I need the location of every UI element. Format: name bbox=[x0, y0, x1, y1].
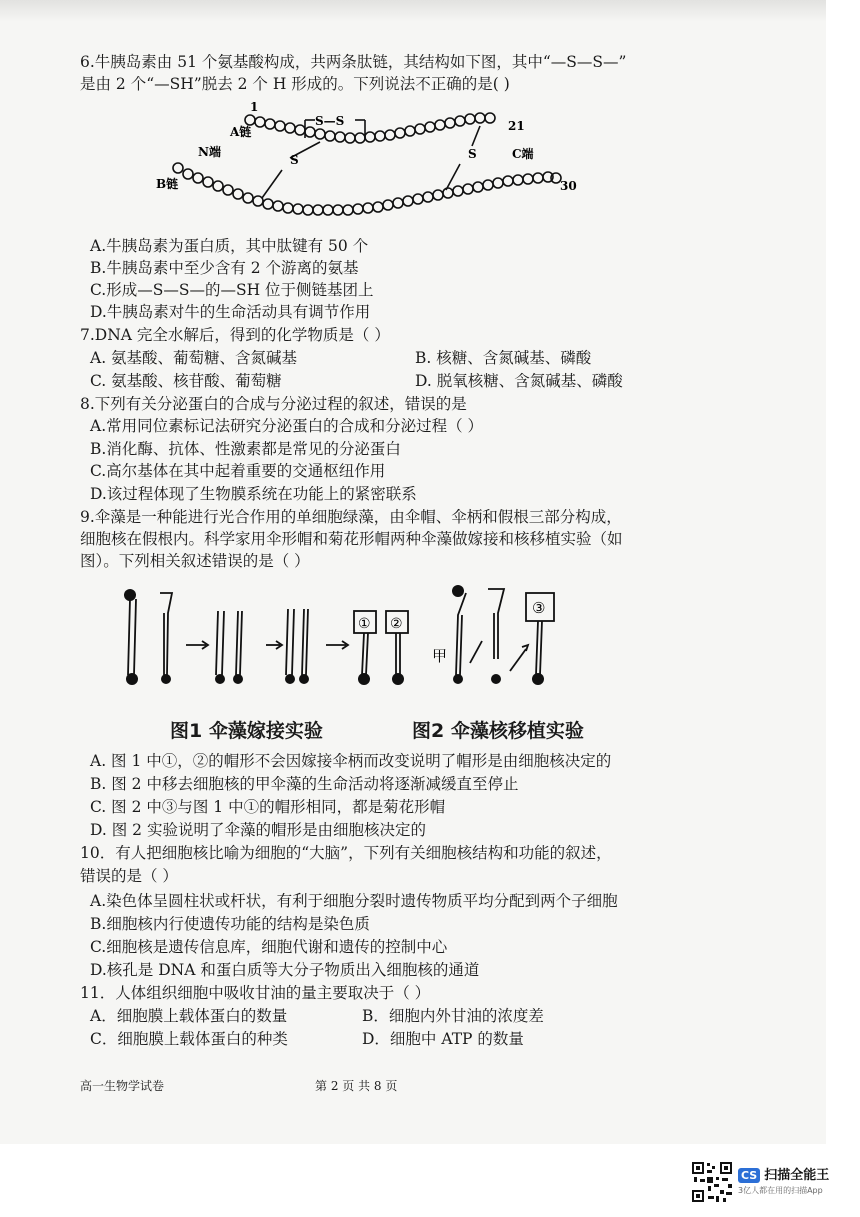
q7-stem: 7.DNA 完全水解后，得到的化学物质是（ ） bbox=[80, 326, 390, 344]
q11-option-c: C．细胞膜上载体蛋白的种类 bbox=[90, 1030, 288, 1048]
q7-option-b: B. 核糖、含氮碱基、磷酸 bbox=[415, 349, 592, 367]
insulin-structure-diagram bbox=[150, 98, 590, 218]
b-chain-label: B链 bbox=[156, 177, 179, 191]
q10-stem-line1: 10．有人把细胞核比喻为细胞的“大脑”，下列有关细胞核结构和功能的叙述， bbox=[80, 844, 612, 862]
q8-option-b: B.消化酶、抗体、性激素都是常见的分泌蛋白 bbox=[90, 440, 401, 458]
q6-stem-line2: 是由 2 个“—SH”脱去 2 个 H 形成的。下列说法不正确的是( ) bbox=[80, 75, 510, 93]
n-end-label: N端 bbox=[198, 145, 221, 159]
fig1-label-1: ① bbox=[358, 616, 371, 632]
q10-option-c: C.细胞核是遗传信息库，细胞代谢和遗传的控制中心 bbox=[90, 938, 448, 956]
q6-option-a: A.牛胰岛素为蛋白质，其中肽键有 50 个 bbox=[90, 237, 369, 255]
q7-option-c: C. 氨基酸、核苷酸、葡萄糖 bbox=[90, 372, 282, 390]
scanner-app-name: 扫描全能王 bbox=[764, 1168, 830, 1183]
q9-option-a: A. 图 1 中①，②的帽形不会因嫁接伞柄而改变说明了帽形是由细胞核决定的 bbox=[90, 752, 612, 770]
q9-option-b: B. 图 2 中移去细胞核的甲伞藻的生命活动将逐渐减缓直至停止 bbox=[90, 775, 519, 793]
qr-code-icon bbox=[690, 1160, 734, 1204]
figure1-caption: 图1 伞藻嫁接实验 bbox=[170, 720, 323, 742]
residue-1-label: 1 bbox=[250, 100, 259, 114]
scanner-tagline: 3亿人都在用的扫描App bbox=[738, 1186, 823, 1195]
sulfur-label-1: S bbox=[290, 153, 299, 167]
q8-option-d: D.该过程体现了生物膜系统在功能上的紧密联系 bbox=[90, 485, 417, 503]
q8-stem: 8.下列有关分泌蛋白的合成与分泌过程的叙述，错误的是 bbox=[80, 395, 467, 413]
figure2-caption: 图2 伞藻核移植实验 bbox=[412, 720, 584, 742]
fig2-label-3: ③ bbox=[532, 599, 546, 617]
q11-option-a: A．细胞膜上载体蛋白的数量 bbox=[90, 1007, 288, 1025]
q8-option-a: A.常用同位素标记法研究分泌蛋白的合成和分泌过程（ ） bbox=[90, 417, 484, 435]
q9-option-d: D. 图 2 实验说明了伞藻的帽形是由细胞核决定的 bbox=[90, 821, 426, 839]
scanner-app-watermark bbox=[738, 1164, 829, 1196]
q10-option-d: D.核孔是 DNA 和蛋白质等大分子物质出入细胞核的通道 bbox=[90, 961, 480, 979]
q9-stem-line3: 图）。下列相关叙述错误的是（ ） bbox=[80, 552, 310, 570]
b-chain-beads bbox=[173, 163, 561, 215]
a-chain-beads bbox=[245, 113, 495, 143]
scanner-logo: CS bbox=[738, 1168, 760, 1183]
q7-option-d: D. 脱氧核糖、含氮碱基、磷酸 bbox=[415, 372, 623, 390]
q9-option-c: C. 图 2 中③与图 1 中①的帽形相同，都是菊花形帽 bbox=[90, 798, 446, 816]
sulfur-label-2: S bbox=[468, 147, 477, 161]
q9-stem-line1: 9.伞藻是一种能进行光合作用的单细胞绿藻，由伞帽、伞柄和假根三部分构成， bbox=[80, 508, 622, 526]
q11-option-d: D．细胞中 ATP 的数量 bbox=[362, 1030, 524, 1048]
q11-option-b: B．细胞内外甘油的浓度差 bbox=[362, 1007, 544, 1025]
q8-option-c: C.高尔基体在其中起着重要的交通枢纽作用 bbox=[90, 462, 386, 480]
q10-option-a: A.染色体呈圆柱状或杆状，有利于细胞分裂时遗传物质平均分配到两个子细胞 bbox=[90, 892, 618, 910]
q11-stem: 11．人体组织细胞中吸收甘油的量主要取决于（ ） bbox=[80, 984, 431, 1002]
c-end-label: C端 bbox=[512, 147, 534, 161]
q7-option-a: A. 氨基酸、葡萄糖、含氮碱基 bbox=[90, 349, 298, 367]
acetabularia-experiment-figure bbox=[110, 585, 580, 695]
fig1-label-2: ② bbox=[390, 616, 403, 632]
q10-stem-line2: 错误的是（ ） bbox=[80, 867, 178, 885]
residue-21-label: 21 bbox=[508, 119, 525, 133]
footer-page-number: 第 2 页 共 8 页 bbox=[315, 1079, 398, 1093]
q6-option-c: C.形成—S—S—的—SH 位于侧链基团上 bbox=[90, 281, 374, 299]
disulfide-label: S—S bbox=[315, 114, 345, 128]
residue-30-label: 30 bbox=[560, 179, 577, 193]
footer-exam-title: 高一生物学试卷 bbox=[80, 1079, 165, 1093]
a-chain-label: A链 bbox=[230, 125, 252, 139]
q9-stem-line2: 细胞核在假根内。科学家用伞形帽和菊花形帽两种伞藻做嫁接和核移植实验（如 bbox=[80, 530, 623, 548]
q6-option-d: D.牛胰岛素对牛的生命活动具有调节作用 bbox=[90, 303, 371, 321]
q6-stem-line1: 6.牛胰岛素由 51 个氨基酸构成，共两条肽链，其结构如下图，其中“—S—S—” bbox=[80, 53, 627, 71]
q6-option-b: B.牛胰岛素中至少含有 2 个游离的氨基 bbox=[90, 259, 359, 277]
q10-option-b: B.细胞核内行使遗传功能的结构是染色质 bbox=[90, 915, 370, 933]
fig2-label-jia: 甲 bbox=[432, 647, 448, 665]
